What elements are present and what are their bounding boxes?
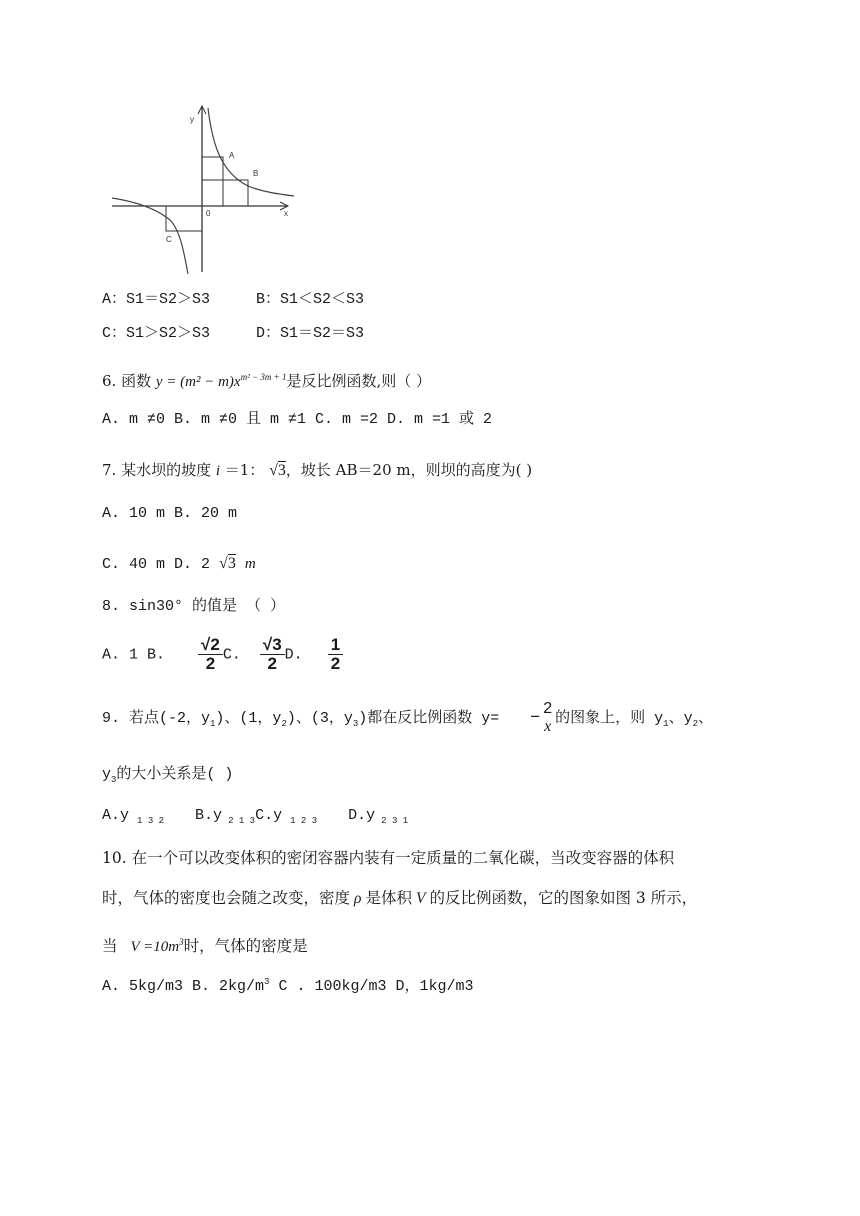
- q6-stem: [102, 367, 431, 392]
- rect-c: [166, 206, 202, 231]
- q8-fraction-c: $\frac{√3}{2}$: [260, 636, 285, 673]
- q7-options-row2: C. 40 m D. 2 √3 m: [102, 555, 256, 573]
- rect-b: [202, 180, 248, 206]
- q7-options-row1: A. 10 m B. 20 m: [102, 505, 238, 522]
- q8-fraction-b: $\frac{√2}{2}$: [198, 636, 223, 673]
- q8-stem: 8. sin30° 的值是 （ ）: [102, 598, 286, 615]
- hyperbola-branch-lower: [112, 198, 188, 274]
- hyperbola-graph: [108, 102, 308, 282]
- q5-option-a: A：S1＝S2＞S3: [102, 291, 211, 308]
- q10-options: A. 5kg/m3 B. $2kg/m^3$ C . 100kg/m3 D，1kg/m3: [102, 977, 474, 995]
- point-b-label: B: [253, 169, 259, 178]
- q6-suffix: 是反比例函数,则（ ）: [286, 372, 431, 390]
- q5-options-row2: [102, 324, 364, 344]
- q10-stem-line3: 当 $V =10m^3$时，气体的密度是: [102, 937, 308, 955]
- q9-fraction: 2 x: [543, 700, 553, 735]
- q6-prefix: 6. 函数: [102, 372, 152, 390]
- q7-sqrt: √3: [269, 462, 286, 479]
- q8-options: A. 1 B. $\frac{√2}{2}$ C. $\frac{√3}{2}$ D. $\frac{1}{2}$: [102, 636, 343, 673]
- q5-option-c: C：S1＞S2＞S3: [102, 325, 211, 342]
- q9-stem-line1: 9. 若点(-2，$y_1$)、(1，$y_2$)、(3，$y_3$)都在反比例函数 y= − 2 x 的图象上，则 $y_1$、$y_2$、: [102, 700, 713, 735]
- point-c-label: C: [166, 235, 172, 244]
- x-axis-label: x: [284, 209, 288, 218]
- q10-volume-formula: $V =10m^3$: [130, 937, 184, 955]
- y-axis-label: y: [190, 115, 194, 124]
- q6-options: A. m ≠0 B. m ≠0 且 m ≠1 C. m =2 D. m =1 或 2: [102, 411, 493, 428]
- q10-rho: ρ: [354, 890, 362, 907]
- q5-options-row1: [102, 290, 364, 310]
- q6-formula: $y = (m^2 - m)x^{m^2 - 3m + 1}$: [155, 372, 287, 390]
- origin-label: 0: [206, 209, 211, 218]
- q10-stem-line1: 10. 在一个可以改变体积的密闭容器内装有一定质量的二氧化碳，当改变容器的体积: [102, 849, 675, 867]
- rect-a: [202, 157, 223, 206]
- q9-stem-line2: $y_3$的大小关系是( ): [102, 766, 234, 785]
- q7-option-d-sqrt: √3: [219, 555, 236, 572]
- q9-options: A.y $_{1 3 2}$ B.y $_{2 1 3}$C.y $_{1 2 3}$ D.y $_{2 3 1}$: [102, 807, 409, 826]
- point-a-label: A: [229, 151, 235, 160]
- q7-var-i: i: [215, 463, 221, 479]
- q10-stem-line2: 时，气体的密度也会随之改变，密度 ρ 是体积 V 的反比例函数，它的图象如图 3 所示，: [102, 889, 698, 907]
- q9-fraction-sign: −: [530, 706, 541, 726]
- q8-fraction-d: $\frac{1}{2}$: [328, 636, 343, 673]
- q10-volume: V: [415, 890, 426, 907]
- hyperbola-branch-upper: [208, 108, 294, 196]
- q7-stem: 7. 某水坝的坡度 i ＝1： √3，坡长 AB＝20 m，则坝的高度为( ): [102, 461, 533, 479]
- q5-option-b: B：S1＜S2＜S3: [256, 291, 365, 308]
- q5-option-d: D：S1＝S2＝S3: [256, 325, 365, 342]
